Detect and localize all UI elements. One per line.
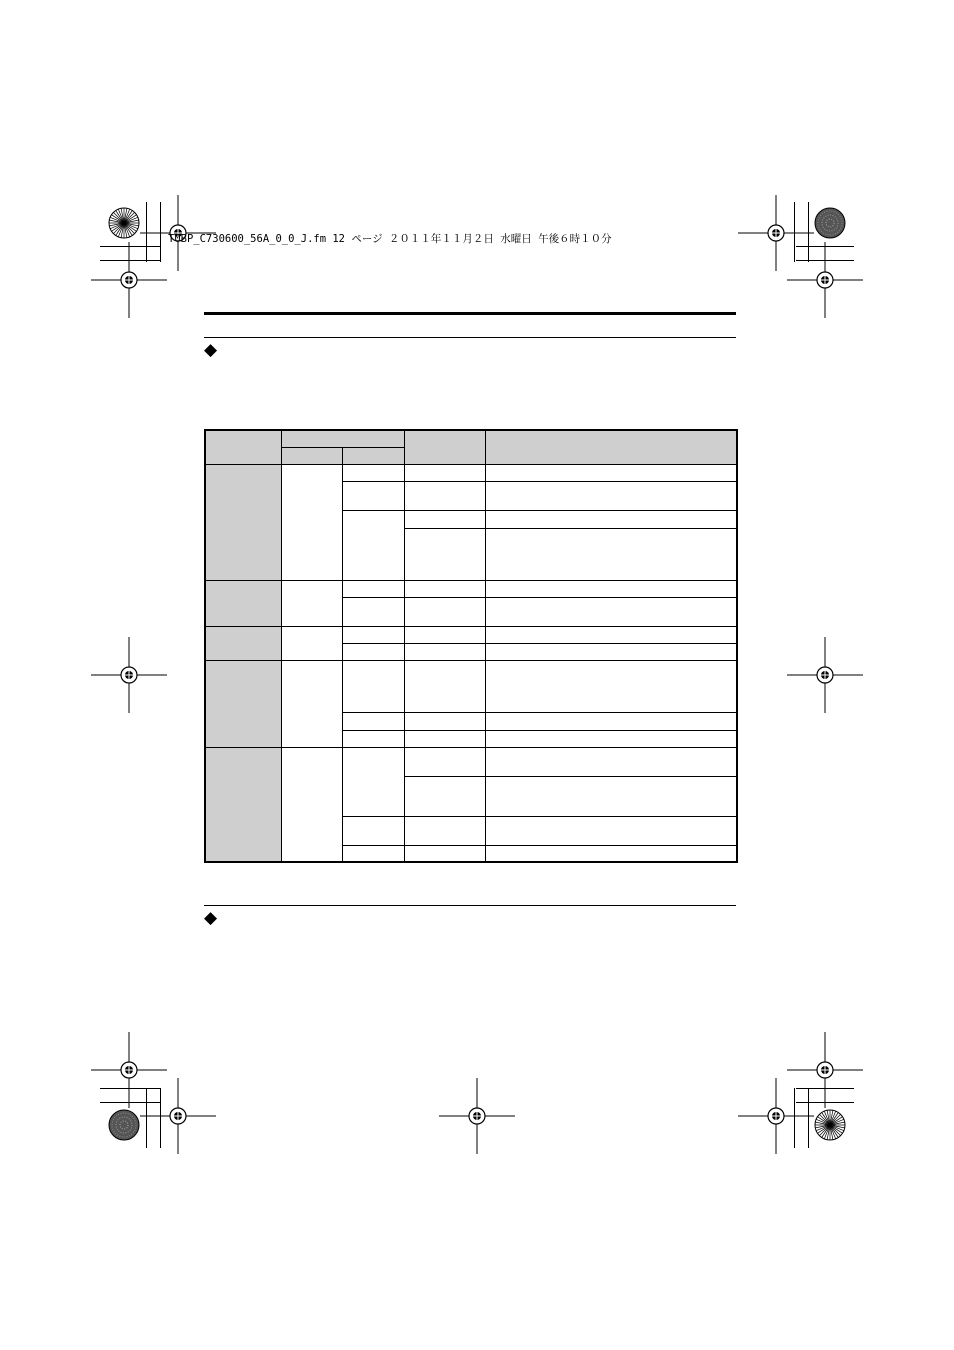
table-category-cell: [205, 747, 281, 862]
table-cell: [281, 626, 342, 660]
table-header-cell: [281, 430, 404, 447]
section-rule: [204, 905, 736, 906]
table-cell: [485, 597, 737, 626]
table-cell: [485, 747, 737, 776]
section-rule: [204, 337, 736, 338]
registration-crosshair-icon: [91, 637, 167, 713]
table-cell: [485, 481, 737, 510]
table-cell: [404, 597, 485, 626]
table-cell: [342, 816, 404, 845]
table-cell: [485, 643, 737, 660]
table-header-cell: [205, 430, 281, 464]
table-cell: [281, 747, 342, 862]
section-marker-diamond: ◆: [204, 340, 218, 360]
table-cell: [281, 464, 342, 580]
table-cell: [342, 597, 404, 626]
table-header-cell: [404, 430, 485, 464]
starburst-target-icon: [108, 207, 140, 239]
file-info-slug: T0BP_C730600_56A_0_0_J.fm 12 ページ ２０１１年１１月２日 水曜日 午後６時１０分: [168, 233, 612, 245]
table-cell: [404, 580, 485, 597]
table-cell: [485, 464, 737, 481]
table-cell: [404, 464, 485, 481]
table-cell: [281, 580, 342, 626]
table-cell: [485, 730, 737, 747]
table-cell: [342, 643, 404, 660]
table-cell: [342, 845, 404, 862]
table-cell: [485, 660, 737, 712]
table-row: [205, 626, 737, 643]
registration-crosshair-icon: [787, 242, 863, 318]
table-cell: [485, 816, 737, 845]
table-row: [205, 464, 737, 481]
table-cell: [485, 712, 737, 730]
table-cell: [404, 481, 485, 510]
table-cell: [404, 747, 485, 776]
table-category-cell: [205, 580, 281, 626]
table-header-cell: [342, 447, 404, 464]
table-cell: [404, 845, 485, 862]
table-cell: [404, 660, 485, 712]
table-row: [205, 660, 737, 712]
table-cell: [342, 730, 404, 747]
table-category-cell: [205, 626, 281, 660]
textured-disc-icon: [108, 1109, 140, 1141]
table-cell: [485, 510, 737, 528]
table-row: [205, 580, 737, 597]
table-cell: [485, 580, 737, 597]
table-cell: [342, 464, 404, 481]
table-cell: [404, 643, 485, 660]
registration-crosshair-icon: [439, 1078, 515, 1154]
table-cell: [281, 660, 342, 747]
registration-crosshair-icon: [91, 242, 167, 318]
registration-crosshair-icon: [787, 637, 863, 713]
table-cell: [404, 528, 485, 580]
spec-table: [204, 429, 738, 863]
table-cell: [404, 510, 485, 528]
table-header-cell: [485, 430, 737, 464]
table-cell: [485, 776, 737, 816]
table-cell: [485, 528, 737, 580]
table-category-cell: [205, 464, 281, 580]
table-cell: [342, 580, 404, 597]
registration-crosshair-icon: [140, 1078, 216, 1154]
starburst-target-icon: [814, 1109, 846, 1141]
table-cell: [404, 730, 485, 747]
table-cell: [342, 747, 404, 816]
table-cell: [485, 626, 737, 643]
top-rule-thick: [204, 312, 736, 315]
table-cell: [404, 776, 485, 816]
table-row: [205, 747, 737, 776]
table-cell: [342, 626, 404, 643]
table-category-cell: [205, 660, 281, 747]
table-cell: [485, 845, 737, 862]
table-header-cell: [281, 447, 342, 464]
table-cell: [404, 712, 485, 730]
table-cell: [404, 626, 485, 643]
table-cell: [342, 481, 404, 510]
table-cell: [404, 816, 485, 845]
table-cell: [342, 510, 404, 580]
registration-crosshair-icon: [738, 1078, 814, 1154]
table-cell: [342, 660, 404, 712]
table-cell: [342, 712, 404, 730]
section-marker-diamond: ◆: [204, 908, 218, 928]
textured-disc-icon: [814, 207, 846, 239]
